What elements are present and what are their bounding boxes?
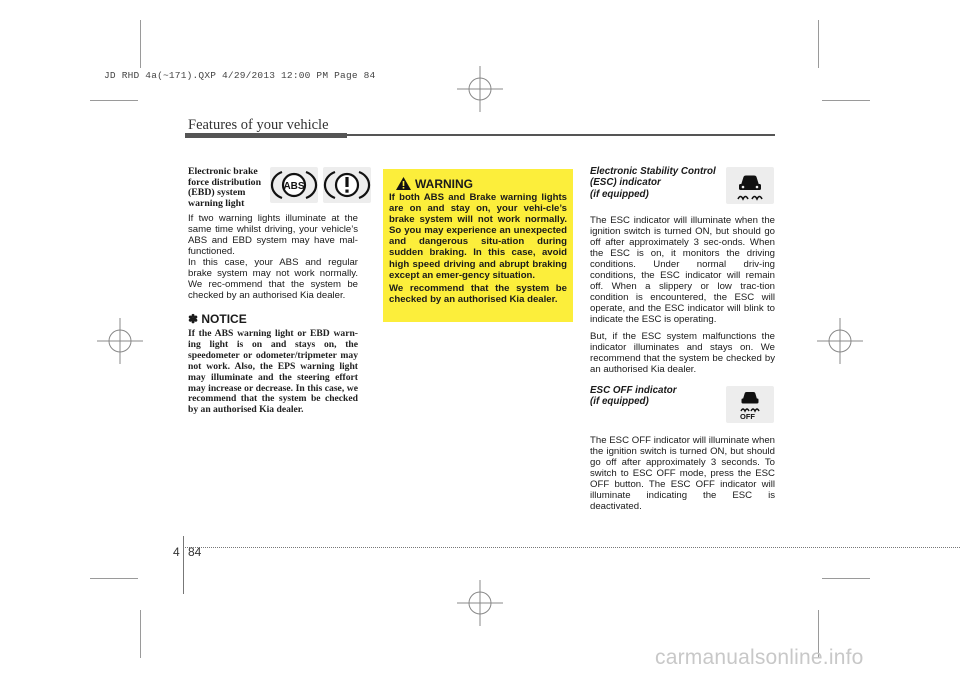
esc-off-label: OFF: [740, 412, 755, 421]
brake-warning-icon: [323, 167, 371, 203]
title-rule-line: [347, 134, 775, 136]
registration-mark-left: [95, 316, 145, 366]
page-number: 84: [188, 545, 202, 559]
title-rule: [185, 133, 347, 138]
crop-mark: [90, 100, 138, 101]
registration-mark-top: [455, 64, 505, 114]
warning-text: [389, 192, 567, 305]
abs-icon: [270, 167, 318, 203]
ebd-title: Electronic brake force distribution (EBD) system warning light: [188, 166, 262, 209]
footer-divider: [183, 536, 184, 594]
crop-mark: [822, 578, 870, 579]
esc-off-title: ESC OFF indicator (if equipped): [590, 385, 677, 408]
crop-mark: [140, 20, 141, 68]
crop-mark: [140, 610, 141, 658]
ebd-paragraph: In this case, your ABS and regular brake system may not work normally. We rec-ommend that the system be checked by an authorised Kia dealer.: [188, 257, 358, 301]
crop-mark: [90, 578, 138, 579]
registration-mark-right: [815, 316, 865, 366]
warning-paragraph: We recommend that the system be checked by an authorised Kia dealer.: [389, 282, 567, 305]
chapter-number: 4: [173, 545, 180, 559]
esc-title: Electronic Stability Control (ESC) indicator (if equipped): [590, 166, 716, 200]
warning-paragraph: If both ABS and Brake warning lights are on and stay on, your vehi-cle’s brake system will not work normally. So you may experience an unexpected and dangerous situ-ation during sudden braking. In this case, avoid high speed driving and abrupt braking except an emer-gency situation.: [389, 192, 567, 281]
esc-paragraph: But, if the ESC system malfunctions the indicator illuminates and stays on. We recommend that the system be checked by an authorised Kia dealer.: [590, 331, 775, 375]
ebd-paragraph: If two warning lights illuminate at the same time whilst driving, your vehicle’s ABS and EBD system may have mal-functioned.: [188, 213, 358, 257]
watermark: carmanualsonline.info: [655, 646, 864, 669]
warning-triangle-icon: [395, 176, 412, 191]
crop-mark: [822, 100, 870, 101]
registration-mark-bottom: [455, 578, 505, 628]
warning-heading: WARNING: [415, 177, 473, 191]
warning-box: [383, 169, 573, 322]
svg-text:ABS: ABS: [283, 181, 305, 192]
esc-off-paragraph: The ESC OFF indicator will illuminate when the ignition switch is turned ON, but should go off after approximately 3 seconds. To switch to ESC OFF mode, press the ESC OFF button. The ESC OFF indicator will illuminate indicating the ESC is deactivated.: [590, 435, 775, 512]
esc-icon: [726, 167, 774, 204]
notice-text: If the ABS warning light or EBD warn-ing light is on and stays on, the speedometer or odometer/tripmeter may not work. Also, the EPS warning light may illuminate and the steering effort may increase or decrease. In this case, we recommend that the system be checked by an authorised Kia dealer.: [188, 328, 358, 416]
esc-body: [590, 215, 775, 375]
ebd-body: [188, 213, 358, 301]
esc-paragraph: The ESC indicator will illuminate when the ignition switch is turned ON, but should go off after approximately 3 sec-onds. When the ESC is on, it monitors the driving conditions. Under normal driv-ing conditions, the ESC indicator will remain off. When a slippery or low trac-tion condition is encountered, the ESC will operate, and the ESC indicator will blink to indicate the ESC is operating.: [590, 215, 775, 325]
footer-rule: [183, 547, 960, 548]
esc-off-icon: [726, 386, 774, 423]
esc-off-body: [590, 435, 775, 512]
section-title: Features of your vehicle: [188, 117, 329, 133]
notice-heading: ✽ NOTICE: [188, 312, 247, 326]
crop-mark: [818, 20, 819, 68]
file-header: JD RHD 4a(~171).QXP 4/29/2013 12:00 PM Page 84: [104, 70, 376, 81]
